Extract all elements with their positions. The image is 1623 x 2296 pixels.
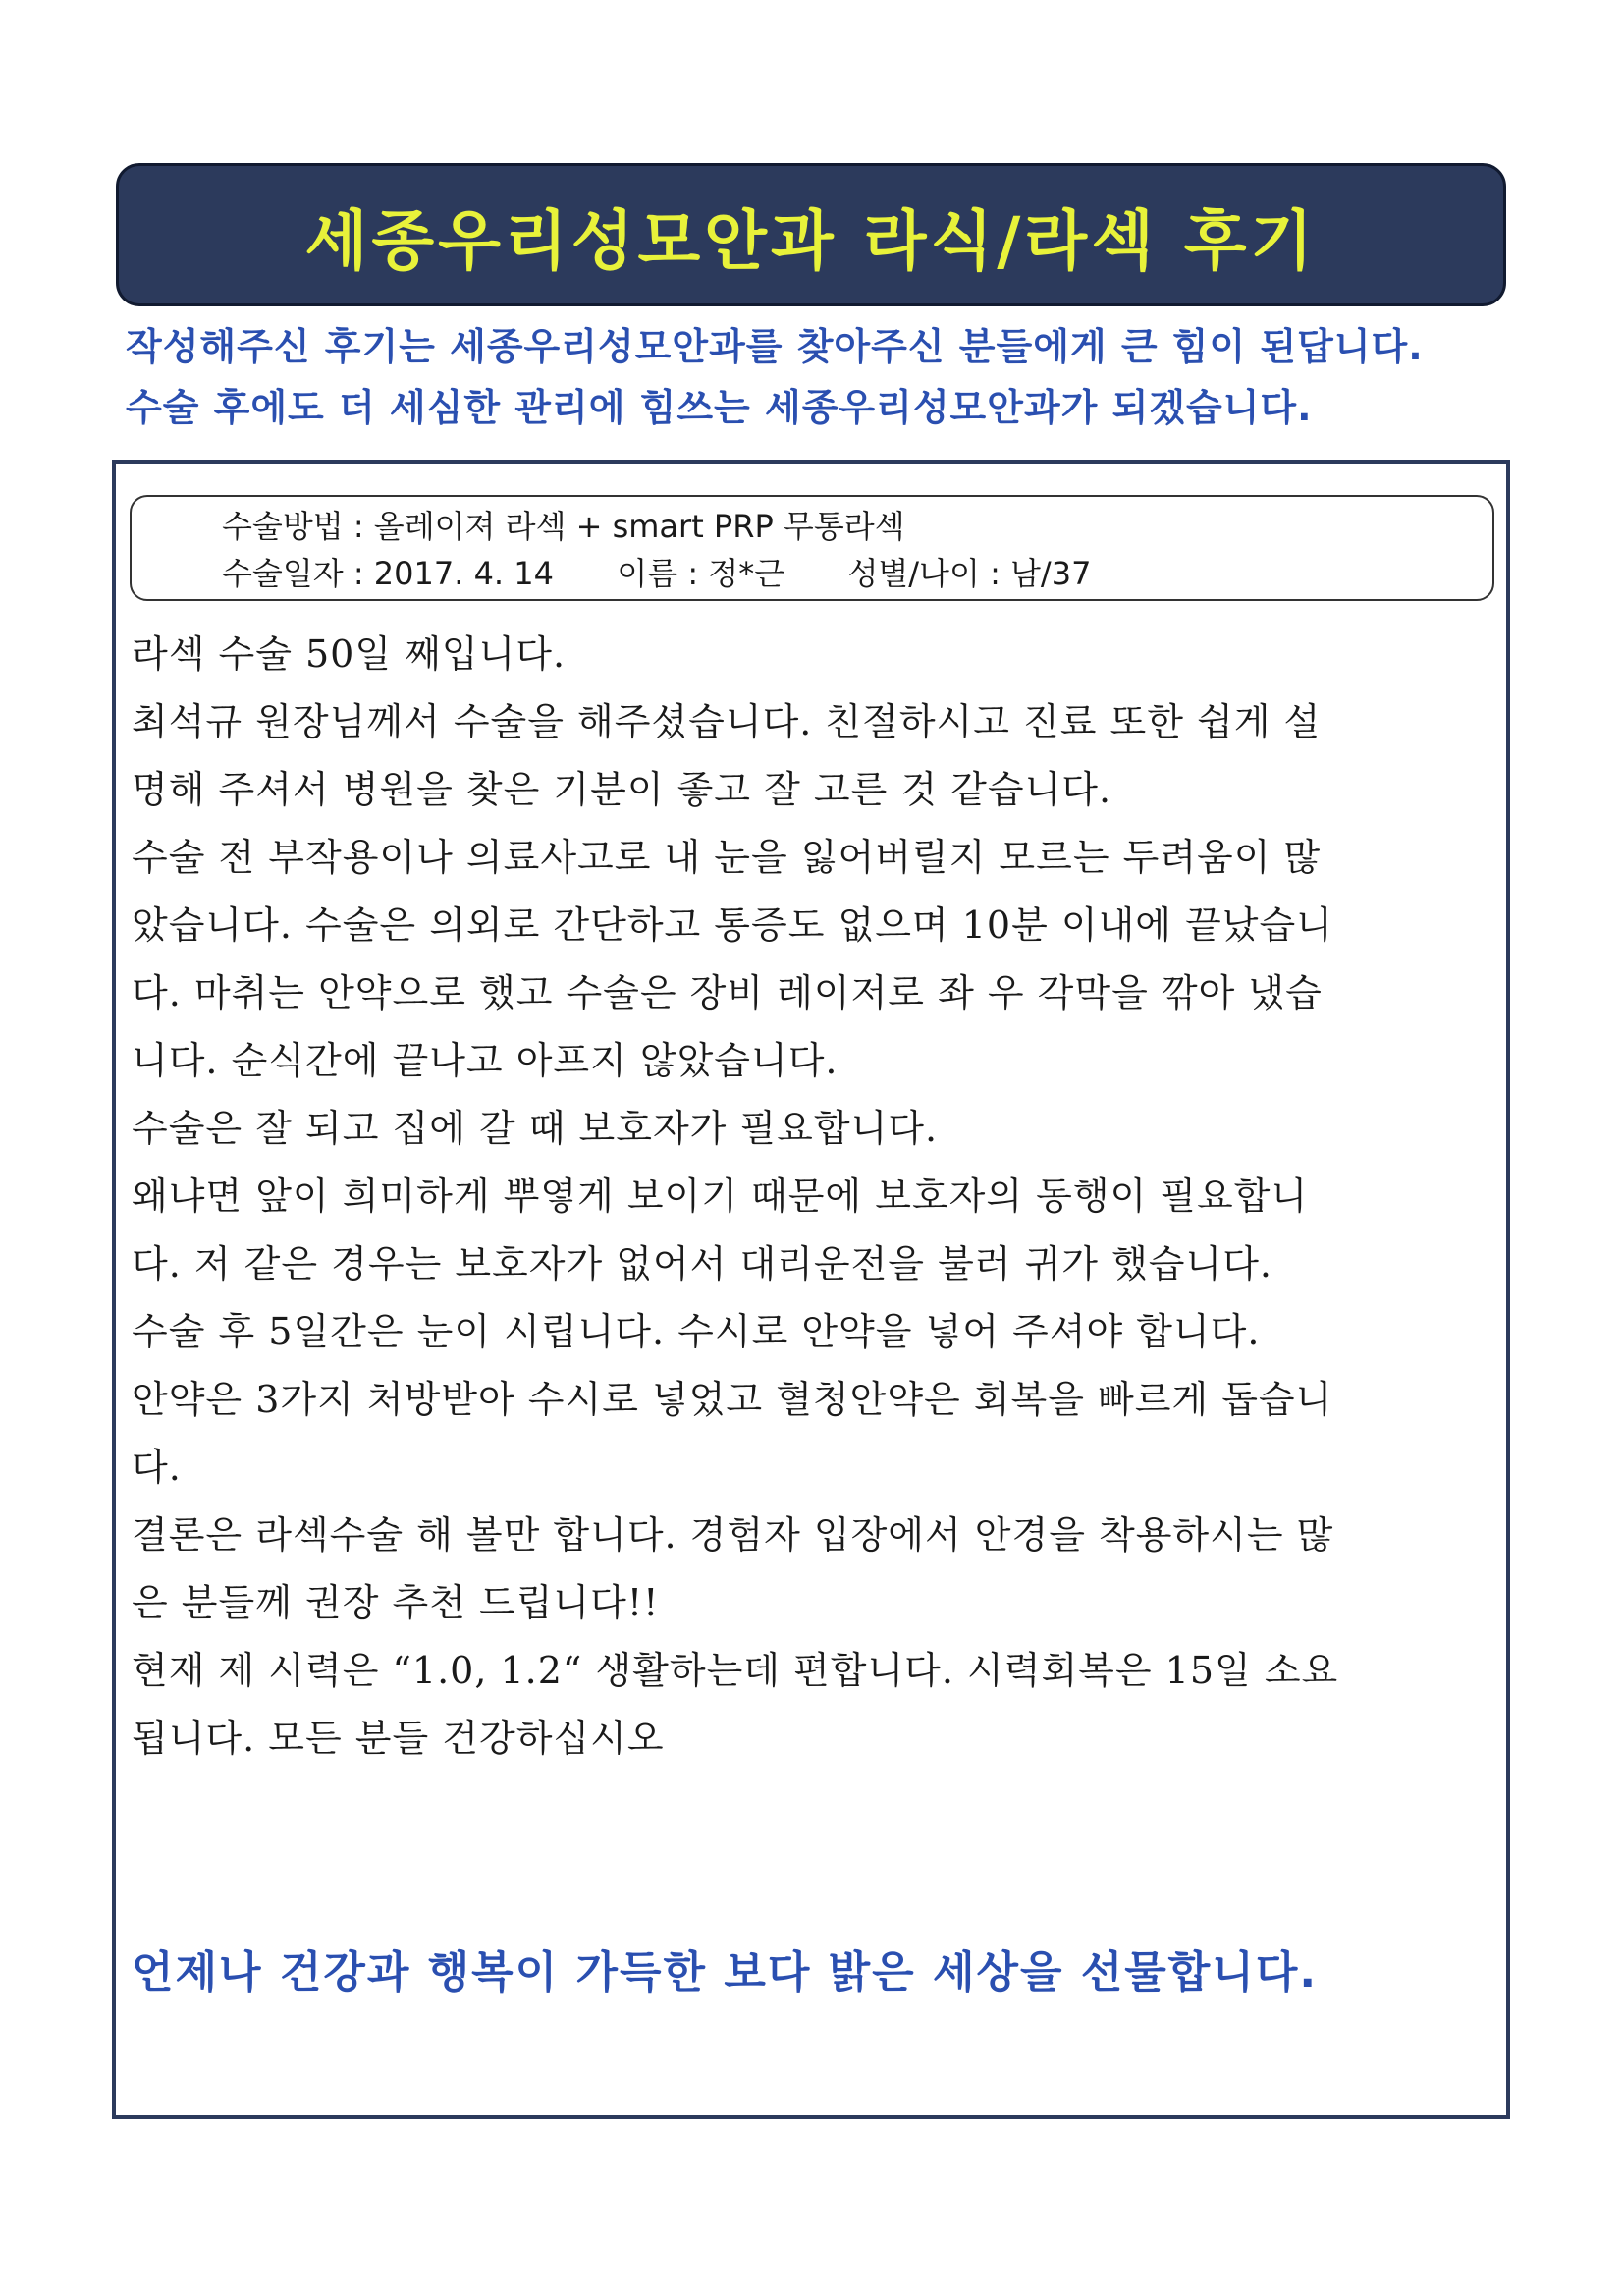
title-banner bbox=[116, 163, 1506, 306]
surgery-method-label: 수술방법 bbox=[222, 508, 344, 545]
intro-line-2: 수술 후에도 더 세심한 관리에 힘쓰는 세종우리성모안과가 되겠습니다. bbox=[126, 386, 1313, 429]
surgery-info-box bbox=[130, 495, 1494, 601]
review-line: 최석규 원장님께서 수술을 해주셨습니다. 친절하시고 진료 또한 쉽게 설 bbox=[132, 700, 1322, 743]
surgery-date-row bbox=[222, 550, 1492, 597]
review-line: 결론은 라섹수술 해 볼만 합니다. 경험자 입장에서 안경을 착용하시는 많 bbox=[132, 1513, 1334, 1557]
review-line: 수술 전 부작용이나 의료사고로 내 눈을 잃어버릴지 모르는 두려움이 많 bbox=[132, 836, 1322, 879]
review-line: 다. 저 같은 경우는 보호자가 없어서 대리운전을 불러 귀가 했습니다. bbox=[132, 1242, 1272, 1285]
review-line: 안약은 3가지 처방받아 수시로 넣었고 혈청안약은 회복을 빠르게 돕습니 bbox=[132, 1378, 1333, 1421]
review-body bbox=[132, 621, 1496, 1773]
review-line: 은 분들께 권장 추천 드립니다!! bbox=[132, 1581, 660, 1624]
colon: : bbox=[687, 555, 709, 592]
footer-slogan: 언제나 건강과 행복이 가득한 보다 밝은 세상을 선물합니다. bbox=[132, 1947, 1319, 1997]
colon: : bbox=[352, 555, 374, 592]
colon: : bbox=[990, 555, 1011, 592]
review-line: 다. bbox=[132, 1446, 182, 1489]
review-line: 왜냐면 앞이 희미하게 뿌옇게 보이기 때문에 보호자의 동행이 필요합니 bbox=[132, 1175, 1309, 1218]
patient-name-value: 정*근 bbox=[708, 555, 785, 592]
review-line: 라섹 수술 50일 째입니다. bbox=[132, 632, 567, 676]
review-content-box bbox=[112, 460, 1510, 2119]
review-line: 았습니다. 수술은 의외로 간단하고 통증도 없으며 10분 이내에 끝났습니 bbox=[132, 903, 1333, 947]
page-title: 세종우리성모안과 라식/라섹 후기 bbox=[304, 202, 1318, 279]
surgery-date-value: 2017. 4. 14 bbox=[373, 555, 554, 592]
intro-line-1: 작성해주신 후기는 세종우리성모안과를 찾아주신 분들에게 큰 힘이 된답니다. bbox=[126, 325, 1424, 368]
review-line: 다. 마취는 안약으로 했고 수술은 장비 레이저로 좌 우 각막을 깎아 냈습 bbox=[132, 971, 1323, 1014]
surgery-date-label: 수술일자 bbox=[222, 555, 344, 592]
gender-age-value: 남/37 bbox=[1010, 555, 1092, 592]
patient-name-label: 이름 bbox=[617, 555, 678, 592]
surgery-method-value: 올레이져 라섹 + smart PRP 무통라섹 bbox=[373, 508, 905, 545]
review-line: 명해 주셔서 병원을 찾은 기분이 좋고 잘 고른 것 같습니다. bbox=[132, 768, 1112, 811]
review-line: 됩니다. 모든 분들 건강하십시오 bbox=[132, 1717, 665, 1760]
surgery-method-row bbox=[222, 503, 1492, 550]
colon: : bbox=[352, 508, 374, 545]
gender-age-label: 성별/나이 bbox=[847, 555, 980, 592]
review-line: 수술 후 5일간은 눈이 시립니다. 수시로 안약을 넣어 주셔야 합니다. bbox=[132, 1310, 1261, 1353]
review-line: 현재 제 시력은 “1.0, 1.2“ 생활하는데 편합니다. 시력회복은 15일 소요 bbox=[132, 1649, 1339, 1692]
review-line: 니다. 순식간에 끝나고 아프지 않았습니다. bbox=[132, 1039, 839, 1082]
intro-message bbox=[126, 316, 1520, 438]
review-line: 수술은 잘 되고 집에 갈 때 보호자가 필요합니다. bbox=[132, 1107, 939, 1150]
